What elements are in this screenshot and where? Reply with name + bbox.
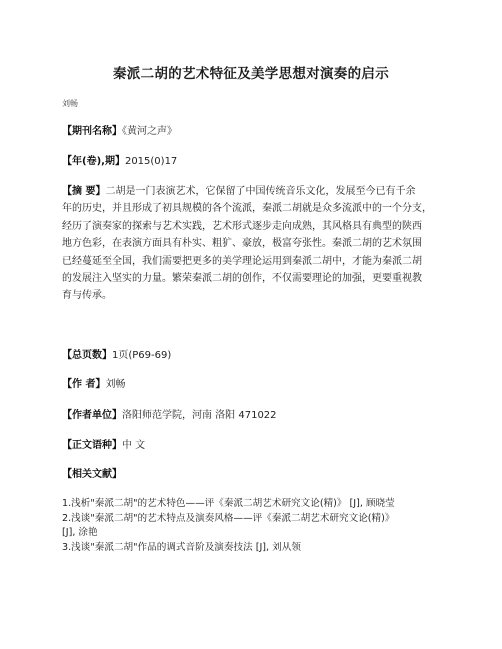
reference-item: 1.浅析"秦派二胡"的艺术特色——评《秦派二胡艺术研究文论(精)》 [J], 顾晓莹 bbox=[62, 498, 395, 509]
pages-row bbox=[62, 348, 171, 363]
references-heading bbox=[62, 467, 122, 482]
document-title: 秦派二胡的艺术特征及美学思想对演奏的启示 bbox=[113, 66, 389, 82]
abstract-line: 的发展注入坚实的力量。繁荣秦派二胡的创作，不仅需要理论的加强，更要重视教 bbox=[62, 273, 422, 285]
references-list bbox=[62, 497, 462, 555]
language-row bbox=[62, 438, 145, 453]
journal-row bbox=[62, 124, 177, 139]
year-label: 【年(卷),期】 bbox=[62, 156, 125, 167]
author-label: 【作 者】 bbox=[62, 379, 106, 390]
author-name: 刘畅 bbox=[62, 99, 78, 108]
abstract-line: 已经蔓延至全国，我们需要把更多的美学理论运用到秦派二胡中，才能为秦派二胡 bbox=[62, 255, 422, 267]
author-value: 刘畅 bbox=[105, 379, 126, 390]
pages-label: 【总页数】 bbox=[62, 350, 112, 361]
abstract-label: 【摘 要】 bbox=[62, 186, 106, 197]
journal-value: 《黄河之声》 bbox=[122, 126, 177, 137]
affiliation-row bbox=[62, 408, 277, 423]
abstract-line: 育与传承。 bbox=[62, 290, 112, 302]
year-value: 2015(0)17 bbox=[124, 156, 178, 167]
reference-item: 3.浅谈"秦派二胡"作品的调式音阶及演奏技法 [J], 刘从领 bbox=[62, 541, 301, 553]
abstract-block bbox=[62, 183, 447, 305]
author-row bbox=[62, 377, 125, 392]
pages-value: 1页(P69-69) bbox=[112, 350, 172, 361]
affiliation-label: 【作者单位】 bbox=[62, 410, 122, 421]
journal-label: 【期刊名称】 bbox=[62, 126, 122, 137]
language-label: 【正文语种】 bbox=[62, 440, 122, 451]
abstract-line: 年的历史，并且形成了初具规模的各个流派，秦派二胡就是众多流派中的一个分支， bbox=[62, 203, 432, 215]
abstract-line: 经历了演奏家的探索与艺术实践，艺术形式逐步走向成熟，其风格具有典型的陕西 bbox=[62, 220, 422, 232]
reference-item: [J], 涂艳 bbox=[62, 527, 98, 538]
references-label: 【相关文献】 bbox=[62, 469, 122, 480]
reference-item: 2.浅谈"秦派二胡"的艺术特点及演奏风格——评《秦派二胡艺术研究文论(精)》 bbox=[62, 512, 395, 524]
abstract-line: 【摘 要】二胡是一门表演艺术，它保留了中国传统音乐文化，发展至今已有千余 bbox=[62, 186, 416, 197]
affiliation-value: 洛阳师范学院，河南 洛阳 471022 bbox=[122, 410, 277, 421]
language-value: 中 文 bbox=[122, 440, 146, 451]
abstract-line: 地方色彩，在表演方面具有朴实、粗犷、豪放，极富夸张性。秦派二胡的艺术氛围 bbox=[62, 238, 422, 250]
year-row bbox=[62, 154, 177, 169]
